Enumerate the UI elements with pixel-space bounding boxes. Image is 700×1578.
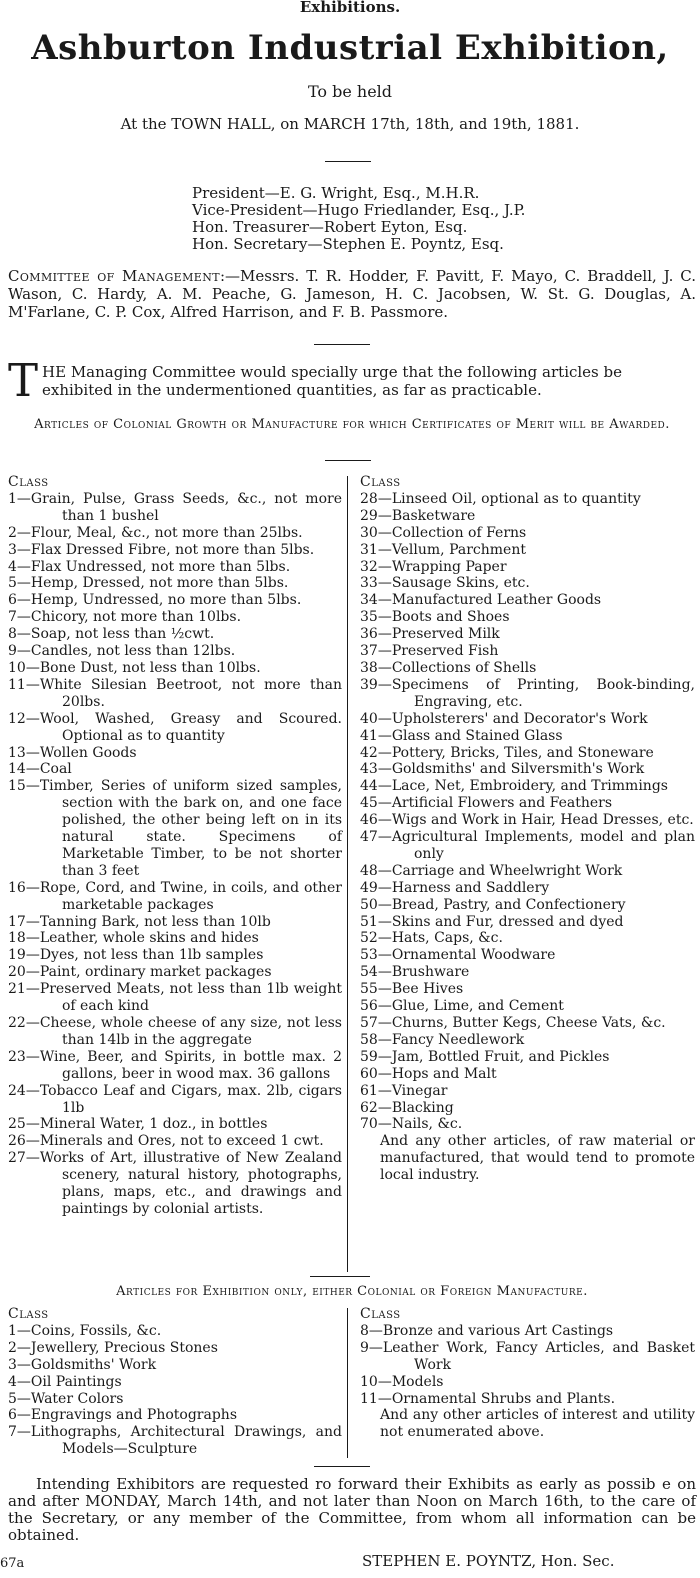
class-item: 28—Linseed Oil, optional as to quantity <box>360 490 641 507</box>
class-header: Class <box>8 474 49 490</box>
class-item: 21—Preserved Meats, not less than 1lb weight of each kind <box>8 981 342 1015</box>
exhibition-title: Ashburton Industrial Exhibition, <box>31 28 669 68</box>
page-number: 67a <box>0 1556 25 1571</box>
exhibit-class-item: 10—Models <box>360 1373 444 1390</box>
exhibitor-instructions: Intending Exhibitors are requested ro forward their Exhibits as early as possib e on and after MONDAY, March 14th, and not later than Noon on March 16th, to the care of the Secretary, or any member of the Committee, from whom all information can be obtained. <box>8 1475 696 1544</box>
class-item: 16—Rope, Cord, and Twine, in coils, and other marketable packages <box>8 879 342 913</box>
exhibit-class-item: 11—Ornamental Shrubs and Plants. <box>360 1390 616 1407</box>
class-item: 41—Glass and Stained Glass <box>360 727 563 744</box>
class-item: 59—Jam, Bottled Fruit, and Pickles <box>360 1048 610 1065</box>
additional-exhibits-note: And any other articles of interest and utility not enumerated above. <box>380 1407 695 1441</box>
officers-list <box>192 185 652 253</box>
class-item: 42—Pottery, Bricks, Tiles, and Stoneware <box>360 744 654 761</box>
class-item: 27—Works of Art, illustrative of New Zealand scenery, natural history, photographs, plans, maps, etc., and drawings and paintings by colonial artists. <box>8 1150 342 1217</box>
class-item: 6—Hemp, Undressed, no more than 5lbs. <box>8 592 302 609</box>
exhibit-class-item: 4—Oil Paintings <box>8 1373 122 1390</box>
intro-paragraph <box>8 354 696 407</box>
class-item: 52—Hats, Caps, &c. <box>360 930 503 947</box>
class-item: 8—Soap, not less than ½cwt. <box>8 626 215 643</box>
class-list-left <box>8 491 342 1218</box>
exhibit-class-item: 5—Water Colors <box>8 1390 124 1407</box>
exhibit-list-left <box>8 1323 342 1458</box>
exhibit-class-item: 1—Coins, Fossils, &c. <box>8 1322 162 1339</box>
class-item: 33—Sausage Skins, etc. <box>360 575 530 592</box>
class-item: 61—Vinegar <box>360 1082 448 1099</box>
class-item: 23—Wine, Beer, and Spirits, in bottle max. 2 gallons, beer in wood max. 36 gallons <box>8 1048 342 1082</box>
additional-articles-note: And any other articles, of raw material or manufactured, that would tend to promote local industry. <box>380 1133 695 1184</box>
section-heading-certificates: Articles of Colonial Growth or Manufacture for which Certificates of Merit will be Awarded. <box>34 417 670 432</box>
exhibit-class-item: 6—Engravings and Photographs <box>8 1407 238 1424</box>
committee-label: Committee of Management <box>8 267 220 285</box>
class-item: 31—Vellum, Parchment <box>360 541 526 558</box>
running-head: Exhibitions. <box>299 0 401 16</box>
divider <box>310 1276 370 1277</box>
class-item: 24—Tobacco Leaf and Cigars, max. 2lb, cigars 1lb <box>8 1082 342 1116</box>
class-item: 44—Lace, Net, Embroidery, and Trimmings <box>360 778 668 795</box>
class-item: 50—Bread, Pastry, and Confectionery <box>360 896 626 913</box>
column-divider <box>347 1308 348 1458</box>
drop-cap: T <box>8 354 39 407</box>
class-item: 20—Paint, ordinary market packages <box>8 964 272 981</box>
class-item: 49—Harness and Saddlery <box>360 879 550 896</box>
class-item: 51—Skins and Fur, dressed and dyed <box>360 913 624 930</box>
class-item: 14—Coal <box>8 761 72 778</box>
committee-paragraph <box>8 267 696 321</box>
class-item: 55—Bee Hives <box>360 981 464 998</box>
class-item: 26—Minerals and Ores, not to exceed 1 cwt. <box>8 1133 324 1150</box>
class-item: 48—Carriage and Wheelwright Work <box>360 862 623 879</box>
class-item: 35—Boots and Shoes <box>360 609 510 626</box>
officer-secretary: Hon. Secretary—Stephen E. Poyntz, Esq. <box>192 235 504 253</box>
class-item: 32—Wrapping Paper <box>360 558 507 575</box>
class-header: Class <box>8 1306 49 1322</box>
intro-text: HE Managing Committee would specially urge that the following articles be exhibited in the undermentioned quantities, as far as practicable. <box>42 363 623 399</box>
column-divider <box>347 476 348 1272</box>
venue-dates: At the TOWN HALL, on MARCH 17th, 18th, and 19th, 1881. <box>120 115 580 133</box>
class-item: 53—Ornamental Woodware <box>360 947 556 964</box>
class-list-right <box>360 491 695 1133</box>
exhibit-class-item: 7—Lithographs, Architectural Drawings, and Models—Sculpture <box>8 1424 342 1458</box>
exhibit-class-item: 8—Bronze and various Art Castings <box>360 1322 614 1339</box>
class-item: 15—Timber, Series of uniform sized samples, section with the bark on, and one face polished, the other being left on in its natural state. Specimens of Marketable Timber, to be not shorter than 3 feet <box>8 778 342 879</box>
class-item: 43—Goldsmiths' and Silversmith's Work <box>360 761 645 778</box>
section-heading-exhibition-only: Articles for Exhibition only, either Colonial or Foreign Manufacture. <box>116 1284 588 1299</box>
class-item: 10—Bone Dust, not less than 10lbs. <box>8 659 261 676</box>
classes-left-column <box>8 474 342 1218</box>
divider <box>325 161 371 162</box>
class-item: 19—Dyes, not less than 1lb samples <box>8 947 264 964</box>
officer-vice-president: Vice-President—Hugo Friedlander, Esq., J.P. <box>192 201 526 219</box>
class-item: 17—Tanning Bark, not less than 10lb <box>8 913 271 930</box>
class-item: 12—Wool, Washed, Greasy and Scoured. Optional as to quantity <box>8 710 342 744</box>
class-item: 4—Flax Undressed, not more than 5lbs. <box>8 558 291 575</box>
exhibit-class-item: 3—Goldsmiths' Work <box>8 1356 157 1373</box>
class-item: 11—White Silesian Beetroot, not more than 20lbs. <box>8 676 342 710</box>
class-item: 34—Manufactured Leather Goods <box>360 592 602 609</box>
class-item: 54—Brushware <box>360 964 470 981</box>
class-item: 13—Wollen Goods <box>8 744 137 761</box>
class-item: 29—Basketware <box>360 507 476 524</box>
committee-members: :—Messrs. T. R. Hodder, F. Pavitt, F. Mayo, C. Braddell, J. C. Wason, C. Hardy, A. M. Peache, G. Jameson, H. C. Jacobsen, W. St. G. Douglas, A. M'Farlane, C. P. Cox, Alfred Harrison, and F. B. Passmore. <box>8 267 696 321</box>
class-header: Class <box>360 1306 401 1322</box>
class-item: 25—Mineral Water, 1 doz., in bottles <box>8 1116 268 1133</box>
class-item: 2—Flour, Meal, &c., not more than 25lbs. <box>8 524 303 541</box>
exhibit-left-column <box>8 1306 342 1458</box>
officer-treasurer: Hon. Treasurer—Robert Eyton, Esq. <box>192 218 468 236</box>
secretary-signature: STEPHEN E. POYNTZ, Hon. Sec. <box>362 1552 615 1570</box>
class-item: 36—Preserved Milk <box>360 626 500 643</box>
exhibit-class-item: 9—Leather Work, Fancy Articles, and Basket Work <box>360 1339 695 1373</box>
class-item: 70—Nails, &c. <box>360 1116 463 1133</box>
class-item: 7—Chicory, not more than 10lbs. <box>8 609 242 626</box>
exhibit-list-right <box>360 1323 695 1408</box>
classes-right-column <box>360 474 695 1184</box>
subtitle: To be held <box>307 82 393 101</box>
class-item: 45—Artificial Flowers and Feathers <box>360 795 613 812</box>
divider <box>314 1466 370 1467</box>
class-item: 22—Cheese, whole cheese of any size, not less than 14lb in the aggregate <box>8 1015 342 1048</box>
class-item: 62—Blacking <box>360 1099 454 1116</box>
class-item: 18—Leather, whole skins and hides <box>8 930 259 947</box>
class-item: 9—Candles, not less than 12lbs. <box>8 643 236 660</box>
class-item: 5—Hemp, Dressed, not more than 5lbs. <box>8 575 289 592</box>
class-item: 38—Collections of Shells <box>360 659 537 676</box>
divider <box>325 460 371 461</box>
exhibit-right-column <box>360 1306 695 1441</box>
class-item: 47—Agricultural Implements, model and plan only <box>360 829 695 862</box>
exhibit-class-item: 2—Jewellery, Precious Stones <box>8 1339 218 1356</box>
class-item: 30—Collection of Ferns <box>360 524 527 541</box>
divider <box>314 344 370 345</box>
class-item: 58—Fancy Needlework <box>360 1031 525 1048</box>
class-item: 1—Grain, Pulse, Grass Seeds, &c., not more than 1 bushel <box>8 490 342 524</box>
class-header: Class <box>360 474 401 490</box>
class-item: 46—Wigs and Work in Hair, Head Dresses, etc. <box>360 812 694 829</box>
class-item: 3—Flax Dressed Fibre, not more than 5lbs. <box>8 541 315 558</box>
class-item: 40—Upholsterers' and Decorator's Work <box>360 710 648 727</box>
class-item: 39—Specimens of Printing, Book-binding, Engraving, etc. <box>360 676 695 710</box>
class-item: 57—Churns, Butter Kegs, Cheese Vats, &c. <box>360 1015 666 1031</box>
class-item: 37—Preserved Fish <box>360 643 499 660</box>
class-item: 60—Hops and Malt <box>360 1065 497 1082</box>
class-item: 56—Glue, Lime, and Cement <box>360 998 564 1015</box>
officer-president: President—E. G. Wright, Esq., M.H.R. <box>192 184 480 202</box>
